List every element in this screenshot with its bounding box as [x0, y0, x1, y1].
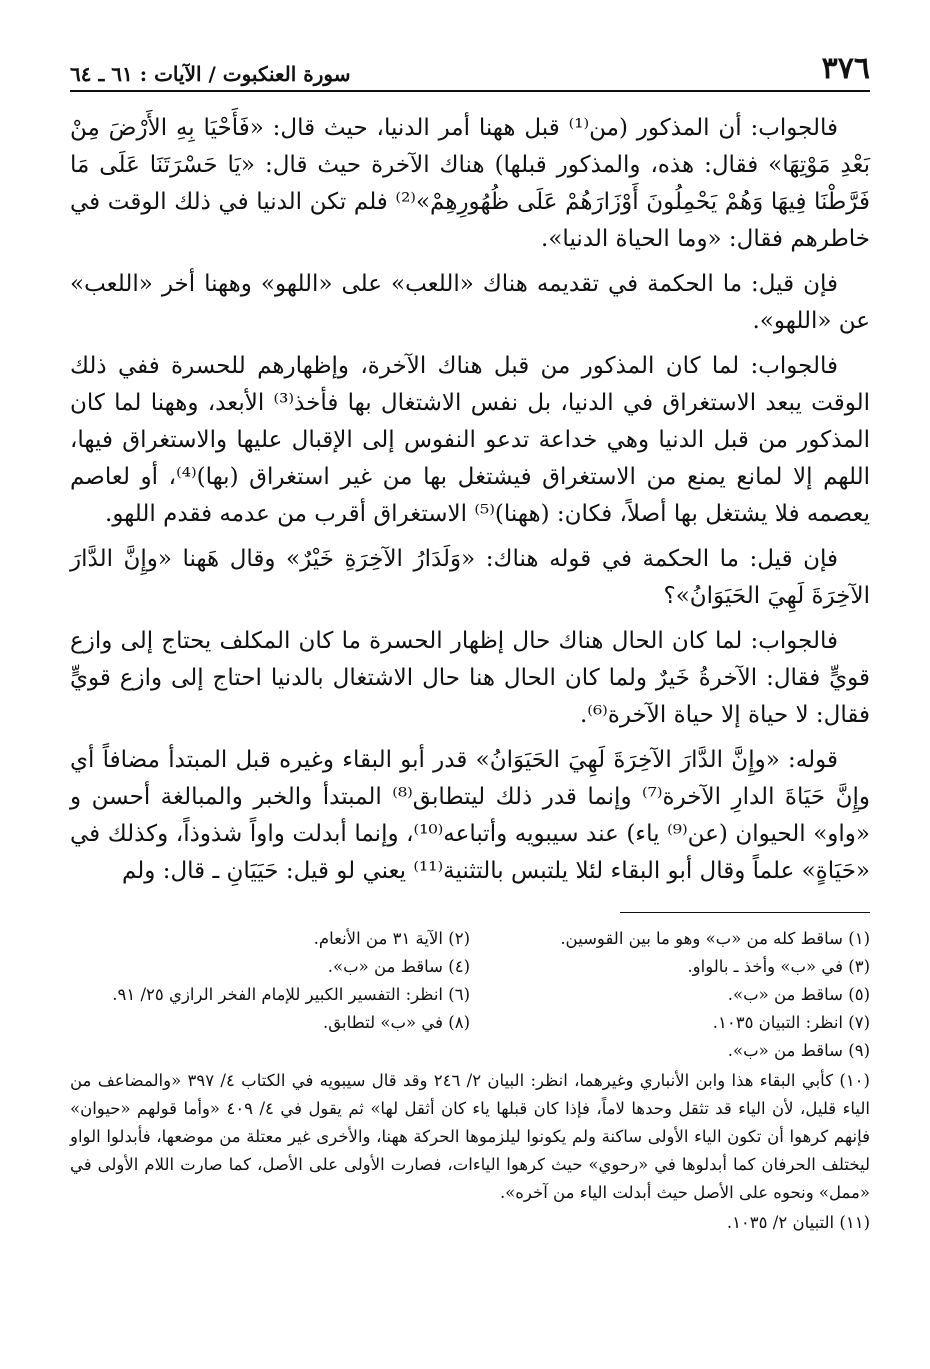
paragraph: فإن قيل: ما الحكمة في تقديمه هناك «اللعب» على «اللهو» وههنا أخر «اللعب» عن «اللهو». — [70, 271, 870, 334]
running-title: سورة العنكبوت / الآيات : ٦١ ـ ٦٤ — [70, 62, 351, 86]
paragraph: فالجواب: أن المذكور (من⁽¹⁾ قبل ههنا أمر الدنيا، حيث قال: «فَأَحْيَا بِهِ الأَرْضَ مِنْ بَعْدِ مَوْتِهَا» فقال: هذه، والمذكور قبلها) هناك الآخرة حيث قال: «يَا حَسْرَتَنَا عَلَى مَا فَرَّطْنَا فِيهَا وَهُمْ يَحْمِلُونَ أَوْزَارَهُمْ عَلَى ظُهُورِهِمْ»⁽²⁾ فلم تكن الدنيا في ذلك الوقت في خاطرهم فقال: «وما الحياة الدنيا». — [70, 115, 870, 252]
footnote-7: (٧) انظر: التبيان ١٠٣٥. — [712, 1013, 870, 1032]
page-header — [70, 48, 870, 92]
footnote-10: (١٠) كأبي البقاء هذا وابن الأنباري وغيرهما، انظر: البيان ٢/ ٢٤٦ وقد قال سيبويه في الكتاب ٤/ ٣٩٧ «والمضاعف من الياء قليل، لأن الياء قد تثقل وحدها لاماً، فإذا كان قبلها ياء كان أثقل لها» ثم يقول في ٤/ ٤٠٩ «وأما قولهم «حيوان» فإنهم كرهوا أن تكون الياء الأولى ساكنة ولم يكونوا ليلزموها الحركة ههنا، والأخرى غير معتلة من موضعها، فأبدلوا الواو ليختلف الحرفان كما أبدلوها في «رحوي» حيث كرهوا الياءات، فصارت الأولى على الأصل، كما صارت اللام الأولى في «ممل» ونحوه على الأصل حيث أبدلت الياء من آخره». — [70, 1071, 870, 1202]
footnote-2: (٢) الآية ٣١ من الأنعام. — [313, 929, 470, 948]
paragraph: فالجواب: لما كان الحال هناك حال إظهار الحسرة ما كان المكلف يحتاج إلى وازع قويٍّ فقال: الآخرةُ خَيرٌ ولما كان الحال هنا حال الاشتغال بالدنيا احتاج إلى وازع قويٍّ فقال: لا حياة إلا حياة الآخرة⁽⁶⁾. — [70, 628, 870, 728]
footnote-6: (٦) انظر: التفسير الكبير للإمام الفخر الرازي ٢٥/ ٩١. — [112, 985, 470, 1004]
paragraph: فإن قيل: ما الحكمة في قوله هناك: «وَلَدَارُ الآخِرَةِ خَيْرٌ» وقال هَهنا «وإِنَّ الدَّارَ الآخِرَةَ لَهِيَ الحَيَوَانُ»؟ — [70, 546, 870, 609]
paragraph: فالجواب: لما كان المذكور من قبل هناك الآخرة، وإظهارهم للحسرة ففي ذلك الوقت يبعد الاستغراق في الدنيا، بل نفس الاشتغال بها فأخذ⁽³⁾ الأبعد، وههنا لما كان المذكور من قبل الدنيا وهي خداعة تدعو النفوس إلى الإقبال عليها والاستغراق فيها، اللهم إلا لمانع يمنع من الاستغراق فيشتغل بها من غير استغراق (بها)⁽⁴⁾، أو لعاصم يعصمه فلا يشتغل بها أصلاً، فكان: (ههنا)⁽⁵⁾ الاستغراق أقرب من عدمه فقدم اللهو. — [70, 353, 871, 527]
paragraph: قوله: «وإِنَّ الدَّارَ الآخِرَةَ لَهِيَ الحَيَوَانُ» قدر أبو البقاء وغيره قبل المبتدأ مضافاً أي وإِنَّ حَيَاةَ الدارِ الآخرة⁽⁷⁾ وإنما قدر ذلك ليتطابق⁽⁸⁾ المبتدأ والخبر والمبالغة أحسن و «واو» الحيوان (عن⁽⁹⁾ ياء) عند سيبويه وأتباعه⁽¹⁰⁾، وإنما أبدلت واواً شذوذاً، وكذلك في «حَيَاةٍ» علماً وقال أبو البقاء لئلا يلتبس بالتثنية⁽¹¹⁾ يعني لو قيل: حَيَيَانِ ـ قال: ولم — [70, 747, 870, 884]
footnote-8: (٨) في «ب» لتطابق. — [322, 1013, 470, 1032]
footnote-9: (٩) ساقط من «ب». — [727, 1041, 870, 1060]
footnote-1: (١) ساقط كله من «ب» وهو ما بين القوسين. — [560, 929, 870, 948]
footnotes — [70, 925, 870, 1237]
footnote-5: (٥) ساقط من «ب». — [727, 985, 870, 1004]
body-text — [70, 110, 870, 890]
footnote-separator — [620, 912, 870, 913]
page-number: ٣٧٦ — [821, 51, 870, 86]
footnote-4: (٤) ساقط من «ب». — [327, 957, 470, 976]
footnote-empty — [70, 1037, 470, 1065]
footnote-11: (١١) التبيان ٢/ ١٠٣٥. — [726, 1213, 870, 1232]
footnote-3: (٣) في «ب» وأخذ ـ بالواو. — [687, 957, 870, 976]
document-page — [70, 48, 870, 1237]
footnote-grid — [70, 925, 870, 1065]
